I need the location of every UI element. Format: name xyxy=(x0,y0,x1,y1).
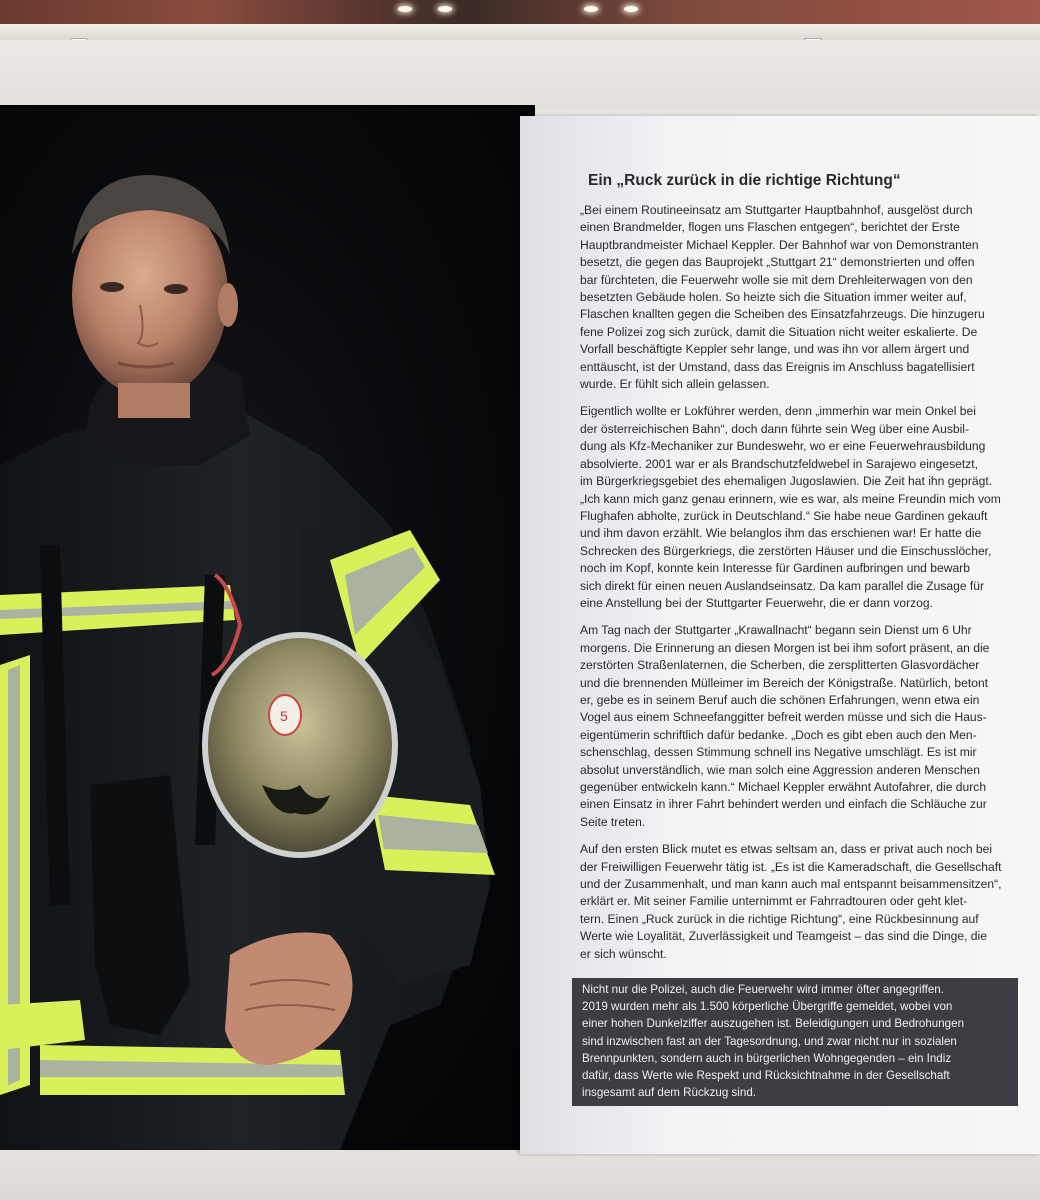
paragraph-line: er sich wünscht. xyxy=(580,946,667,961)
info-box xyxy=(572,978,1018,1106)
paragraph-line: „Bei einem Routineeinsatz am Stuttgarter Hauptbahnhof, ausgelöst durch xyxy=(580,203,973,217)
paragraph-line: Auf den ersten Blick mutet es etwas seltsam an, dass er privat auch noch bei xyxy=(580,842,993,857)
paragraph-line: wurde. Er fühlt sich allein gelassen. xyxy=(580,377,770,392)
paragraph-line: besetzten Gebäude holen. So heizte sich die Situation immer weiter auf, xyxy=(580,290,967,305)
paragraph-line: Werte wie Loyalität, Zuverlässigkeit und Teamgeist – das sind die Dinge, die xyxy=(580,929,987,944)
paragraph-line: bar fürchteten, die Feuerwehr wolle sie mit dem Drehleiterwagen von den xyxy=(580,272,973,287)
info-box-line: dafür, dass Werte wie Respekt und Rücksichtnahme in der Gesellschaft xyxy=(582,1069,950,1083)
info-box-line: Brennpunkten, sondern auch in bürgerlichen Wohngegenden – ein Indiz xyxy=(582,1051,952,1065)
ceiling-light xyxy=(584,6,598,12)
ceiling xyxy=(0,0,1040,26)
paragraph-line: morgens. Die Erinnerung an diesen Morgen ist bei ihm sofort präsent, an die xyxy=(580,640,990,655)
paragraph-line: „Ich kann mich ganz genau erinnern, wie es war, als meine Freundin mich vom xyxy=(580,491,1001,506)
paragraph-line: absolut unverständlich, wie man solch eine Aggression anderen Menschen xyxy=(580,762,981,777)
ceiling-light xyxy=(398,6,412,12)
wall xyxy=(0,40,1040,110)
paragraph-line: Am Tag nach der Stuttgarter „Krawallnacht“ begann sein Dienst um 6 Uhr xyxy=(580,623,972,638)
paragraph-line: Vorfall beschäftigte Keppler sehr lange, und was ihn vor allem ärgert und xyxy=(580,342,970,357)
paragraph xyxy=(580,841,1040,963)
portrait-photo xyxy=(0,105,535,1150)
paragraph-line: Schrecken des Bürgerkriegs, die zerstörten Häuser und die Einschusslöcher, xyxy=(580,543,992,558)
paragraph-line: tern. Einen „Ruck zurück in die richtige Richtung“, eine Rückbesinnung auf xyxy=(580,911,979,926)
paragraph xyxy=(580,403,1040,612)
info-box-line: einer hohen Dunkelziffer auszugehen ist. Beleidigungen und Bedrohungen xyxy=(582,1017,965,1031)
paragraph-line: Hauptbrandmeister Michael Keppler. Der Bahnhof war von Demonstranten xyxy=(580,237,979,252)
paragraph-line: eigentümerin schriftlich dafür bedanke. „Doch es gibt eben auch den Men- xyxy=(580,727,977,742)
paragraph-line: schenschlag, dessen Stimmung schnell ins Negative umschlägt. Es ist mir xyxy=(580,745,977,760)
paragraph-line: Flaschen knallten gegen die Scheiben des Einsatzfahrzeugs. Die hinzugeru xyxy=(580,307,985,322)
paragraph-line: er, gebe es in seinem Beruf auch die schönen Erfahrungen, wenn etwa ein xyxy=(580,692,980,707)
paragraph-line: und die brennenden Mülleimer im Bereich der Königstraße. Natürlich, betont xyxy=(580,675,989,690)
paragraph-line: fene Polizei zog sich zurück, damit die Situation nicht weiter eskalierte. De xyxy=(580,324,978,339)
paragraph-line: gegenüber entwickeln kann.“ Michael Keppler erwähnt Autofahrer, die durch xyxy=(580,780,987,794)
paragraph-line: absolvierte. 2001 war er als Brandschutzfeldwebel in Sarajewo eingesetzt, xyxy=(580,456,978,471)
paragraph-line: im Bürgerkriegsgebiet des ehemaligen Jugoslawien. Die Zeit hat ihn geprägt. xyxy=(580,474,993,489)
wall-bottom xyxy=(0,1150,1040,1200)
paragraph-line: erklärt er. Mit seiner Familie unternimmt er Fahrradtouren oder geht klet- xyxy=(580,894,968,909)
paragraph-line: der österreichischen Bahn“, doch dann führte sein Weg über eine Ausbil- xyxy=(580,421,970,436)
paragraph-line: Eigentlich wollte er Lokführer werden, denn „immerhin war mein Onkel bei xyxy=(580,404,976,419)
info-box-line: sind inzwischen fast an der Tagesordnung, und zwar nicht nur in sozialen xyxy=(582,1034,957,1048)
paragraph-line: der Freiwilligen Feuerwehr tätig ist. „Es ist die Kameradschaft, die Gesellschaft xyxy=(580,859,1002,874)
paragraph-line: noch im Kopf, konnte kein Interesse für Gardinen aufbringen und bewarb xyxy=(580,561,970,576)
helmet-number: 5 xyxy=(280,708,288,724)
ceiling-light xyxy=(624,6,638,12)
hanging-rail xyxy=(0,24,1040,41)
paragraph-line: eine Anstellung bei der Stuttgarter Feuerwehr, die er dann vorzog. xyxy=(580,595,933,610)
paragraph-line: Vogel aus einem Schneefanggitter befreit werden müsse und sich die Haus- xyxy=(580,710,987,725)
firefighter-portrait xyxy=(0,105,535,1150)
paragraph-line: enttäuscht, ist der Umstand, dass das Ereignis im Anschluss bagatellisiert xyxy=(580,359,975,374)
paragraph-line: und ihm davon erzählt. Wie belanglos ihm das erschienen war! Er hatte die xyxy=(580,526,982,541)
paragraph xyxy=(580,622,1040,831)
paragraph xyxy=(580,202,1040,393)
headline: Ein „Ruck zurück in die richtige Richtung“ xyxy=(588,172,901,189)
paragraph-line: besetzt, die gegen das Bauprojekt „Stuttgart 21“ demonstrierten und offen xyxy=(580,255,975,270)
paragraph-line: dung als Kfz-Mechaniker zur Bundeswehr, wo er eine Feuerwehrausbildung xyxy=(580,439,986,454)
info-box-text xyxy=(582,981,1008,1101)
paragraph-line: einen Brandmelder, flogen uns Flaschen entgegen“, berichtet der Erste xyxy=(580,220,960,235)
paragraph-line: Seite treten. xyxy=(580,814,646,829)
article xyxy=(580,172,1040,973)
paragraph-line: und der Zusammenhalt, und man kann auch mal entspannt beisammensitzen“, xyxy=(580,877,1002,892)
info-box-line: 2019 wurden mehr als 1.500 körperliche Übergriffe gemeldet, wobei von xyxy=(582,1000,953,1014)
ceiling-light xyxy=(438,6,452,12)
paragraph-line: Flughafen abholte, zurück in Deutschland.“ Sie habe neue Gardinen gekauft xyxy=(580,508,988,523)
paragraph-line: einen Einsatz in ihrer Fahrt behindert werden und einfach die Schläuche zur xyxy=(580,797,987,812)
text-panel xyxy=(520,116,1040,1154)
paragraph-line: zerstörten Straßenlaternen, die Scherben, die zersplitterten Glasvordächer xyxy=(580,658,980,673)
paragraph-line: sich direkt für einen neuen Auslandseinsatz. Da kam parallel die Zusage für xyxy=(580,578,985,593)
info-box-line: insgesamt auf dem Rückzug sind. xyxy=(582,1086,756,1100)
info-box-line: Nicht nur die Polizei, auch die Feuerwehr wird immer öfter angegriffen. xyxy=(582,983,944,996)
